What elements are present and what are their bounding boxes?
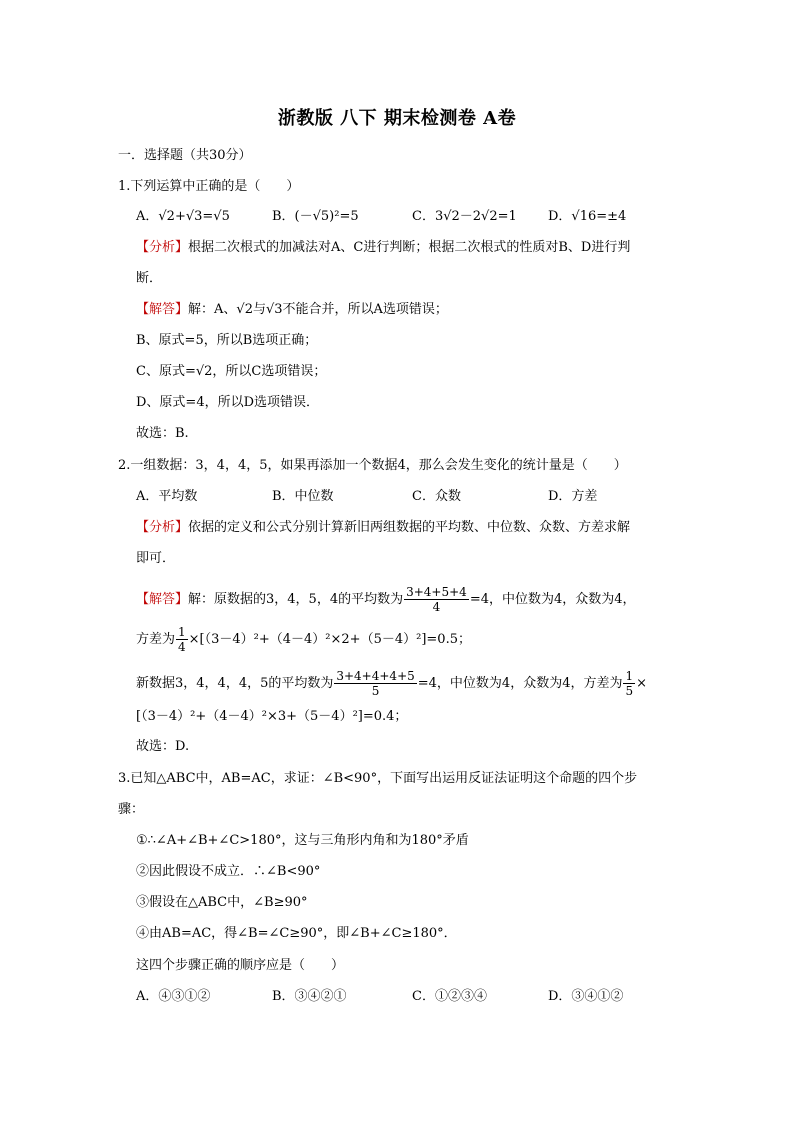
q3-option-a: A．④③①② [136,989,211,1004]
fraction-denominator: 5 [371,684,380,698]
q2-option-b: B．中位数 [272,489,334,504]
q2-answer-text-1a: 解：原数据的3，4，5，4的平均数为 [188,592,404,607]
answer-tag: 【解答】 [136,592,189,607]
analysis-tag: 【分析】 [136,240,189,255]
q1-option-a: A．√2+√3=√5 [136,209,230,224]
q1-option-d: D．√16=±4 [548,209,627,224]
q1-answer-text-1: 解：A、√2与√3不能合并，所以A选项错误； [188,302,448,317]
q3-step-1: ①∴∠A+∠B+∠C>180°，这与三角形内角和为180°矛盾 [136,833,469,848]
q1-analysis-text-1: 根据二次根式的加减法对A、C进行判断；根据二次根式的性质对B、D进行判 [188,240,631,255]
q3-stem-line-2: 骤： [118,802,145,817]
fraction-numerator: 1 [178,625,186,639]
q2-answer-line-4: [（3－4）²+（4－4）²×3+（5－4）²]=0.4； [136,709,408,724]
q2-option-a: A．平均数 [136,489,198,504]
fraction-denominator: 5 [625,684,634,698]
q2-answer-line-3 [136,669,647,698]
q2-answer-text-2a: 方差为 [136,632,176,647]
q3-stem-line-1: 3.已知△ABC中，AB=AC，求证：∠B<90°，下面写出运用反证法证明这个命题的四个步 [118,771,638,786]
q2-analysis-text-1: 依据的定义和公式分别计算新旧两组数据的平均数、中位数、众数、方差求解 [188,520,631,535]
fraction-mean-new [334,669,416,698]
q1-stem: 1.下列运算中正确的是（ ） [118,179,300,194]
q3-option-c: C．①②③④ [412,989,487,1004]
q1-analysis-line-1 [136,239,630,257]
q2-answer-text-3a: 新数据3，4，4，4，5的平均数为 [136,676,334,691]
q1-option-b: B．(－√5)²=5 [272,209,359,224]
q2-answer-text-1b: =4，中位数为4，众数为4， [469,592,636,607]
q3-order-question: 这四个步骤正确的顺序应是（ ） [136,958,345,973]
fraction-fifth [623,669,635,698]
q2-answer-text-3c: × [636,676,648,691]
fraction-denominator: 4 [432,600,441,614]
q2-answer-text-2b: ×[（3－4）²+（4－4）²×2+（5－4）²]=0.5； [188,632,471,647]
q1-answer-line-3: C、原式=√2，所以C选项错误； [136,364,327,379]
fraction-quarter [176,625,188,654]
q3-option-d: D．③④①② [548,989,624,1004]
q2-answer-line-1 [136,585,636,614]
q1-answer-line-2: B、原式=5，所以B选项正确； [136,333,318,348]
fraction-numerator: 3+4+5+4 [406,585,467,599]
q2-stem: 2.一组数据：3，4，4，5，如果再添加一个数据4，那么会发生变化的统计量是（ ） [118,458,627,473]
fraction-numerator: 1 [625,669,634,683]
analysis-tag: 【分析】 [136,520,189,535]
section-heading: 一．选择题（共30分） [118,148,252,163]
q1-option-c: C．3√2－2√2=1 [412,209,517,224]
q2-option-c: C．众数 [412,489,461,504]
q1-answer-line-1 [136,301,448,319]
q1-choose: 故选：B. [136,426,189,441]
q2-analysis-line-1 [136,519,630,537]
q2-analysis-line-2: 即可． [136,551,176,566]
q1-answer-line-4: D、原式=4，所以D选项错误． [136,395,320,410]
fraction-denominator: 4 [178,640,186,654]
fraction-mean-old [404,585,469,614]
q2-choose: 故选：D. [136,739,190,754]
q3-step-2: ②因此假设不成立．∴∠B<90° [136,864,321,879]
q3-step-4: ④由AB=AC，得∠B=∠C≥90°，即∠B+∠C≥180°． [136,926,457,941]
q2-answer-text-3b: =4，中位数为4，众数为4，方差为 [417,676,623,691]
q2-answer-line-2 [136,625,471,654]
fraction-numerator: 3+4+4+4+5 [336,669,415,683]
answer-tag: 【解答】 [136,302,189,317]
q3-option-b: B．③④②① [272,989,347,1004]
q1-analysis-line-2: 断． [136,271,163,286]
q2-option-d: D．方差 [548,489,598,504]
page-title: 浙教版 八下 期末检测卷 A卷 [277,108,517,129]
q3-step-3: ③假设在△ABC中，∠B≥90° [136,895,308,910]
